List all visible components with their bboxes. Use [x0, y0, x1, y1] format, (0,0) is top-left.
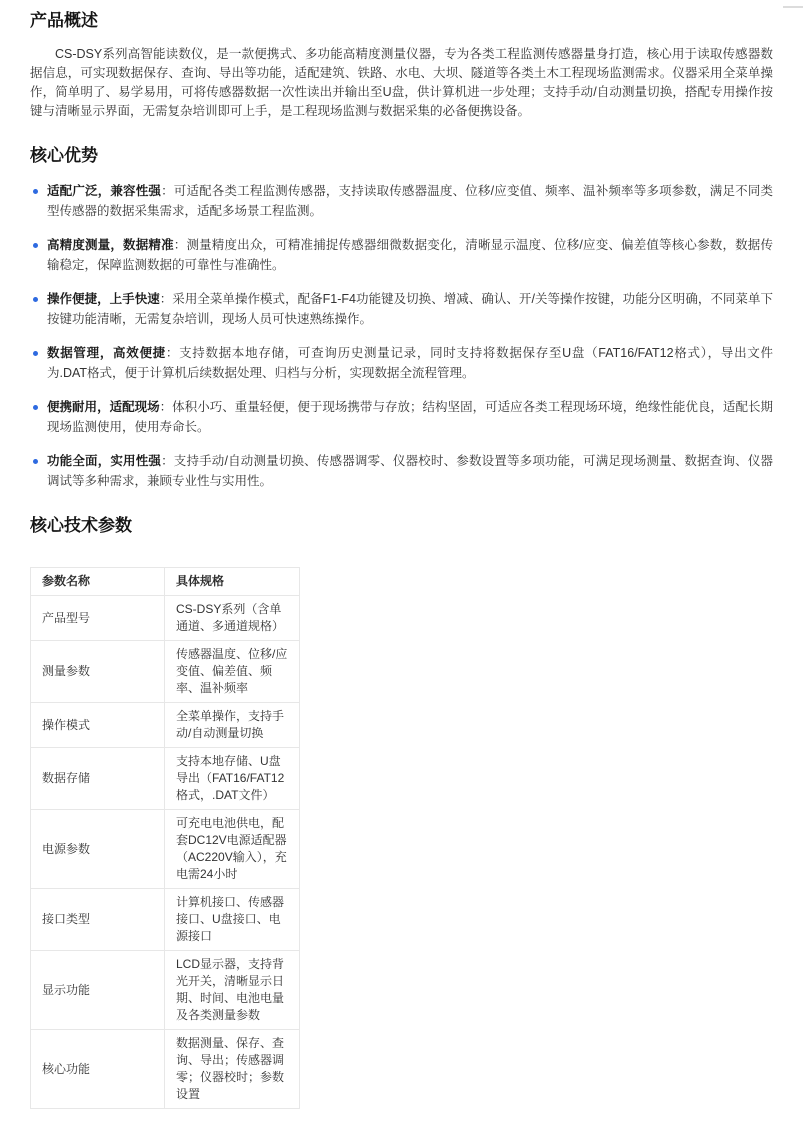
param-value: 计算机接口、传感器接口、U盘接口、电源接口	[165, 889, 300, 951]
list-item	[30, 289, 773, 329]
param-value: 全菜单操作，支持手动/自动测量切换	[165, 703, 300, 748]
advantage-label: 功能全面，实用性强	[47, 454, 162, 468]
bullet-icon	[33, 189, 38, 194]
param-value: 传感器温度、位移/应变值、偏差值、频率、温补频率	[165, 641, 300, 703]
bullet-icon	[33, 459, 38, 464]
advantage-label: 便携耐用，适配现场	[47, 400, 160, 414]
advantage-label: 操作便捷，上手快速	[47, 292, 160, 306]
advantages-section-title: 核心优势	[30, 146, 98, 165]
table-row	[31, 703, 300, 748]
bullet-icon	[33, 405, 38, 410]
list-item	[30, 451, 773, 491]
list-item	[30, 235, 773, 275]
overview-paragraph: CS-DSY系列高智能读数仪，是一款便携式、多功能高精度测量仪器，专为各类工程监测传感器量身打造，核心用于读取传感器数据信息，可实现数据保存、查询、导出等功能，适配建筑、铁路、水电、大坝、隧道等各类土木工程现场监测需求。仪器采用全菜单操作，简单明了、易学易用，可将传感器数据一次性读出并输出至U盘，供计算机进一步处理；支持手动/自动测量切换，搭配专用操作按键与清晰显示界面，无需复杂培训即可上手，是工程现场监测与数据采集的必备便携设备。	[30, 47, 773, 118]
table-row	[31, 810, 300, 889]
spec-table	[30, 567, 300, 1109]
param-name: 接口类型	[31, 889, 165, 951]
table-row	[31, 641, 300, 703]
advantage-text: ：采用全菜单操作模式，配备F1-F4功能键及切换、增减、确认、开/关等操作按键，功能分区明确，不同菜单下按键功能清晰，无需复杂培训，现场人员可快速熟练操作。	[47, 292, 773, 326]
param-name: 电源参数	[31, 810, 165, 889]
list-item	[30, 181, 773, 221]
advantage-text: ：支持手动/自动测量切换、传感器调零、仪器校时、参数设置等多项功能，可满足现场测量、数据查询、仪器调试等多种需求，兼顾专业性与实用性。	[47, 454, 773, 488]
specs-section-title: 核心技术参数	[30, 516, 132, 535]
list-item	[30, 343, 773, 383]
bullet-icon	[33, 243, 38, 248]
param-name: 数据存储	[31, 748, 165, 810]
advantage-label: 高精度测量，数据精准	[47, 238, 174, 252]
bullet-icon	[33, 351, 38, 356]
param-value: LCD显示器，支持背光开关，清晰显示日期、时间、电池电量及各类测量参数	[165, 951, 300, 1030]
advantage-text: ：体积小巧、重量轻便，便于现场携带与存放；结构坚固，可适应各类工程现场环境，绝缘性能优良，适配长期现场监测使用，使用寿命长。	[47, 400, 773, 434]
advantage-label: 适配广泛，兼容性强	[47, 184, 162, 198]
table-row	[31, 889, 300, 951]
table-row	[31, 596, 300, 641]
advantage-label: 数据管理，高效便捷	[47, 346, 166, 360]
param-name: 操作模式	[31, 703, 165, 748]
param-name: 核心功能	[31, 1030, 165, 1109]
param-name: 显示功能	[31, 951, 165, 1030]
table-header-row	[31, 568, 300, 596]
param-value: CS-DSY系列（含单通道、多通道规格）	[165, 596, 300, 641]
advantage-text: ：支持数据本地存储，可查询历史测量记录，同时支持将数据保存至U盘（FAT16/FAT12格式），导出文件为.DAT格式，便于计算机后续数据处理、归档与分析，实现数据全流程管理。	[47, 346, 773, 380]
overview-section-title: 产品概述	[30, 11, 98, 30]
table-row	[31, 951, 300, 1030]
advantage-text: ：测量精度出众，可精准捕捉传感器细微数据变化，清晰显示温度、位移/应变、偏差值等核心参数，数据传输稳定，保障监测数据的可靠性与准确性。	[47, 238, 773, 272]
param-value: 可充电电池供电，配套DC12V电源适配器（AC220V输入），充电需24小时	[165, 810, 300, 889]
param-value: 支持本地存储、U盘导出（FAT16/FAT12格式，.DAT文件）	[165, 748, 300, 810]
window-edge-artifact	[783, 6, 803, 8]
table-header-param: 参数名称	[31, 568, 165, 596]
advantage-text: ：可适配各类工程监测传感器，支持读取传感器温度、位移/应变值、频率、温补频率等多项参数，满足不同类型传感器的数据采集需求，适配多场景工程监测。	[47, 184, 773, 218]
list-item	[30, 397, 773, 437]
param-value: 数据测量、保存、查询、导出；传感器调零；仪器校时；参数设置	[165, 1030, 300, 1109]
advantage-list	[30, 181, 773, 491]
bullet-icon	[33, 297, 38, 302]
table-row	[31, 748, 300, 810]
param-name: 产品型号	[31, 596, 165, 641]
table-header-spec: 具体规格	[165, 568, 300, 596]
table-row	[31, 1030, 300, 1109]
param-name: 测量参数	[31, 641, 165, 703]
